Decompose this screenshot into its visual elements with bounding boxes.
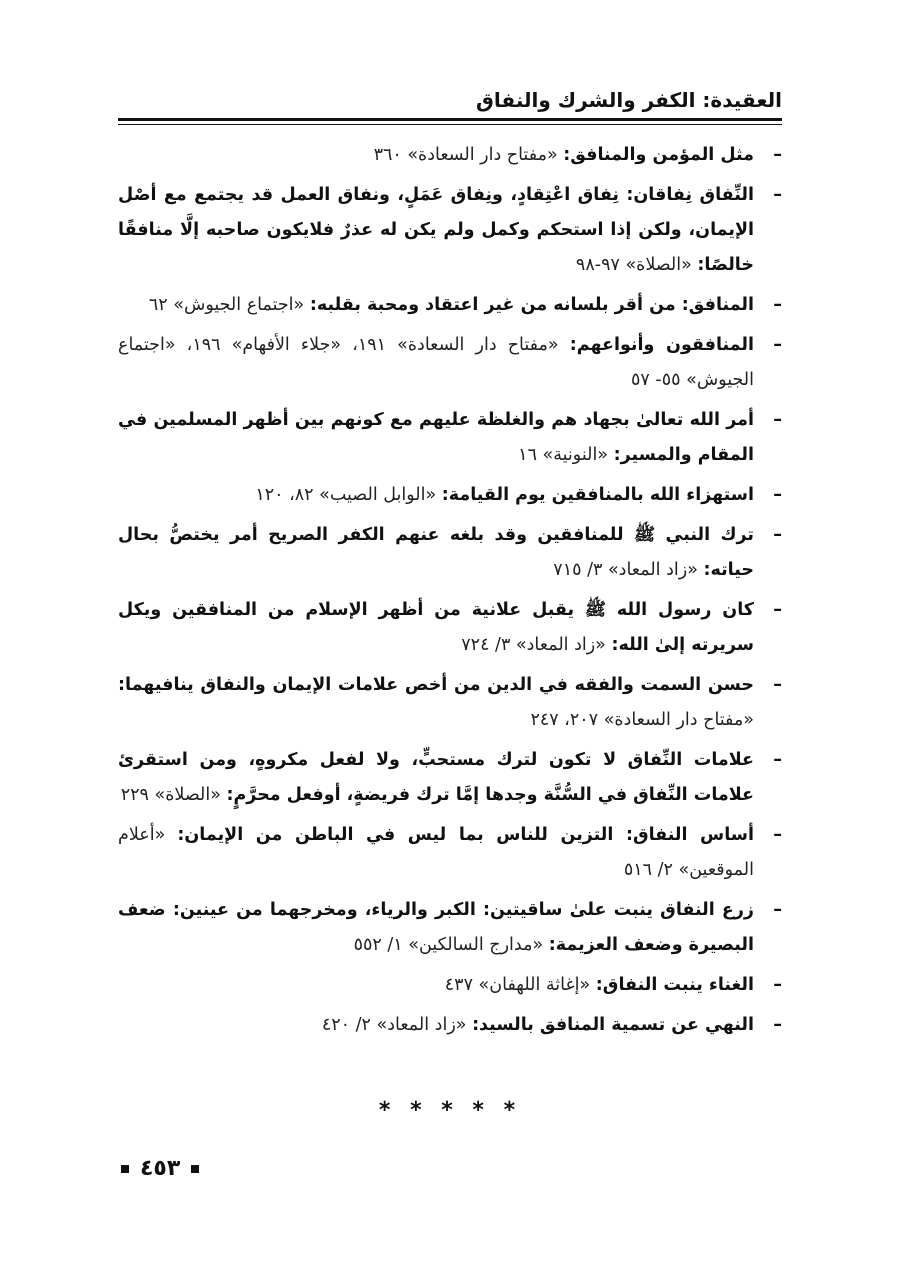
entry-source: «زاد المعاد» ٢/ ٤٢٠	[321, 1015, 467, 1035]
bullet-dash: –	[773, 185, 782, 205]
index-entry	[118, 1008, 782, 1043]
entry-term: النِّفاق نِفاقان: نِفاق اعْتِقادٍ، ونِفاق عَمَلٍ، ونفاق العمل قد يجتمع مع أصْل الإيمان، ولكن إذا استحكم وكمل ولم يكن له عذرٌ فلايكون صاحبه إلَّا منافقًا خالصًا:	[118, 185, 754, 275]
entry-source: «مفتاح دار السعادة» ٣٦٠	[373, 145, 558, 165]
entry-source: «مفتاح دار السعادة» ١٩١، «جلاء الأفهام» ١٩٦، «اجتماع الجيوش» ٥٥- ٥٧	[118, 335, 754, 390]
bullet-dash: –	[773, 525, 782, 545]
section-separator: * * * * *	[378, 1098, 522, 1123]
header-rule-thin	[118, 124, 782, 125]
entry-term: المنافق: من أقر بلسانه من غير اعتقاد ومحبة بقلبه:	[309, 295, 754, 315]
index-entries	[118, 138, 782, 1048]
header-rule-thick	[118, 118, 782, 121]
index-entry	[118, 893, 782, 963]
entry-term: المنافقون وأنواعهم:	[569, 335, 754, 355]
entry-term: حسن السمت والفقه في الدين من أخص علامات الإيمان والنفاق ينافيهما:	[118, 675, 754, 695]
index-entry	[118, 818, 782, 888]
index-entry	[118, 743, 782, 813]
bullet-dash: –	[773, 975, 782, 995]
entry-source: «النونية» ١٦	[518, 445, 609, 465]
entry-term: زرع النفاق ينبت علىٰ ساقيتين: الكبر والرياء، ومخرجهما من عينين: ضعف البصيرة وضعف العزيمة:	[118, 900, 754, 955]
entry-term: النهي عن تسمية المنافق بالسيد:	[472, 1015, 754, 1035]
entry-source: «زاد المعاد» ٣/ ٧١٥	[553, 560, 698, 580]
entry-term: كان رسول الله ﷺ يقبل علانية من أظهر الإسلام من المنافقين ويكل سريرته إلىٰ الله:	[118, 600, 754, 655]
entry-source: «الصلاة» ٩٧-٩٨	[575, 255, 692, 275]
bullet-dash: –	[773, 485, 782, 505]
bullet-dash: –	[773, 750, 782, 770]
bullet-dash: –	[773, 295, 782, 315]
page-footer	[118, 1156, 202, 1181]
entry-term: مثل المؤمن والمنافق:	[563, 145, 754, 165]
bullet-dash: –	[773, 145, 782, 165]
entry-source: «إغاثة اللهفان» ٤٣٧	[444, 975, 591, 995]
bullet-dash: –	[773, 825, 782, 845]
index-entry	[118, 138, 782, 173]
entry-term: علامات النِّفاق لا تكون لترك مستحبٍّ، ولا لفعل مكروهٍ، ومن استقرئ علامات النِّفاق في السُّنَّة وجدها إمَّا ترك فريضةٍ، أوفعل محرَّمٍ:	[118, 750, 754, 805]
bullet-dash: –	[773, 600, 782, 620]
index-entry	[118, 518, 782, 588]
entry-source: «الوابل الصيب» ٨٢، ١٢٠	[255, 485, 437, 505]
index-entry	[118, 478, 782, 513]
entry-term: استهزاء الله بالمنافقين يوم القيامة:	[441, 485, 754, 505]
index-entry	[118, 178, 782, 283]
entry-source: «مدارج السالكين» ١/ ٥٥٢	[353, 935, 544, 955]
index-entry	[118, 593, 782, 663]
bullet-dash: –	[773, 335, 782, 355]
page-number: ٤٥٣	[140, 1156, 181, 1181]
entry-source: «أعلام الموقعين» ٢/ ٥١٦	[118, 825, 754, 880]
index-entry	[118, 668, 782, 738]
entry-source: «الصلاة» ٢٢٩	[120, 785, 221, 805]
index-entry	[118, 968, 782, 1003]
index-entry	[118, 403, 782, 473]
bullet-dash: –	[773, 410, 782, 430]
entry-source: «زاد المعاد» ٣/ ٧٢٤	[461, 635, 606, 655]
ornament-icon	[118, 1162, 132, 1176]
bullet-dash: –	[773, 900, 782, 920]
entry-source: «اجتماع الجيوش» ٦٢	[148, 295, 305, 315]
index-entry	[118, 288, 782, 323]
bullet-dash: –	[773, 1015, 782, 1035]
entry-term: أساس النفاق: التزين للناس بما ليس في الباطن من الإيمان:	[177, 825, 754, 845]
entry-term: الغناء ينبت النفاق:	[595, 975, 754, 995]
entry-term: ترك النبي ﷺ للمنافقين وقد بلغه عنهم الكفر الصريح أمر يختصُّ بحال حياته:	[118, 525, 754, 580]
entry-term: أمر الله تعالىٰ بجهاد هم والغلظة عليهم مع كونهم بين أظهر المسلمين في المقام والمسير:	[118, 410, 754, 465]
bullet-dash: –	[773, 675, 782, 695]
running-header: العقيدة: الكفر والشرك والنفاق	[476, 88, 782, 112]
entry-source: «مفتاح دار السعادة» ٢٠٧، ٢٤٧	[530, 710, 754, 730]
ornament-icon	[188, 1162, 202, 1176]
index-entry	[118, 328, 782, 398]
